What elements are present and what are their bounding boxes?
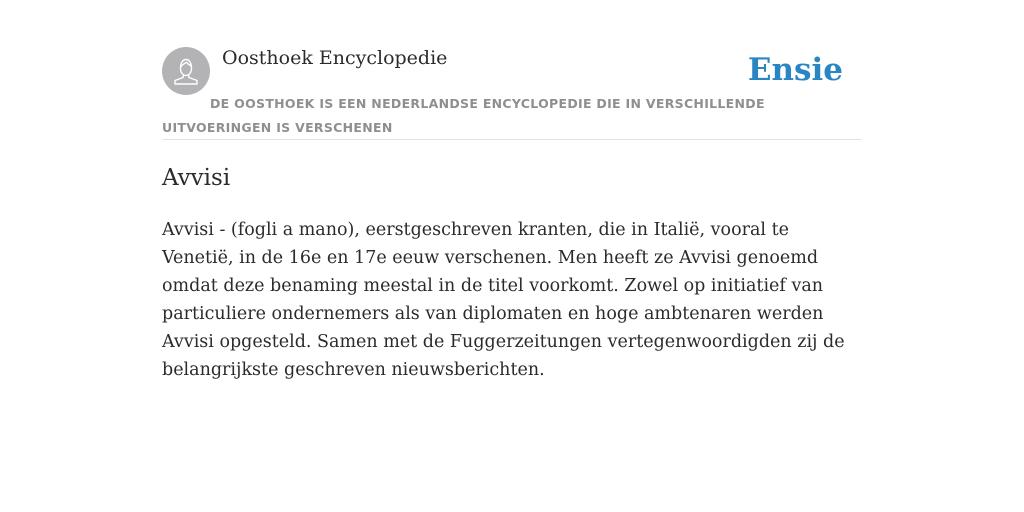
brand-logo[interactable]: Ensie [747, 52, 843, 88]
author-tagline: DE OOSTHOEK IS EEN NEDERLANDSE ENCYCLOPEDIE DIE IN VERSCHILLENDE UITVOERINGEN IS VERSCHENEN [162, 96, 765, 135]
header [162, 46, 862, 140]
avatar[interactable] [162, 47, 210, 95]
author-name[interactable]: Oosthoek Encyclopedie [222, 47, 448, 69]
article-title: Avvisi [162, 165, 231, 191]
user-icon [162, 47, 210, 95]
article-body: Avvisi - (fogli a mano), eerstgeschreven kranten, die in Italië, vooral te Venetië, in de 16e en 17e eeuw verschenen. Men heeft ze Avvisi genoemd omdat deze benaming meestal in de titel voorkomt. Zowel op initiatief van particuliere ondernemers als van diplomaten en hoge ambtenaren werden Avvisi opgesteld. Samen met de Fuggerzeitungen vertegenwoordigden zij de belangrijkste geschreven nieuwsberichten. [162, 220, 845, 380]
